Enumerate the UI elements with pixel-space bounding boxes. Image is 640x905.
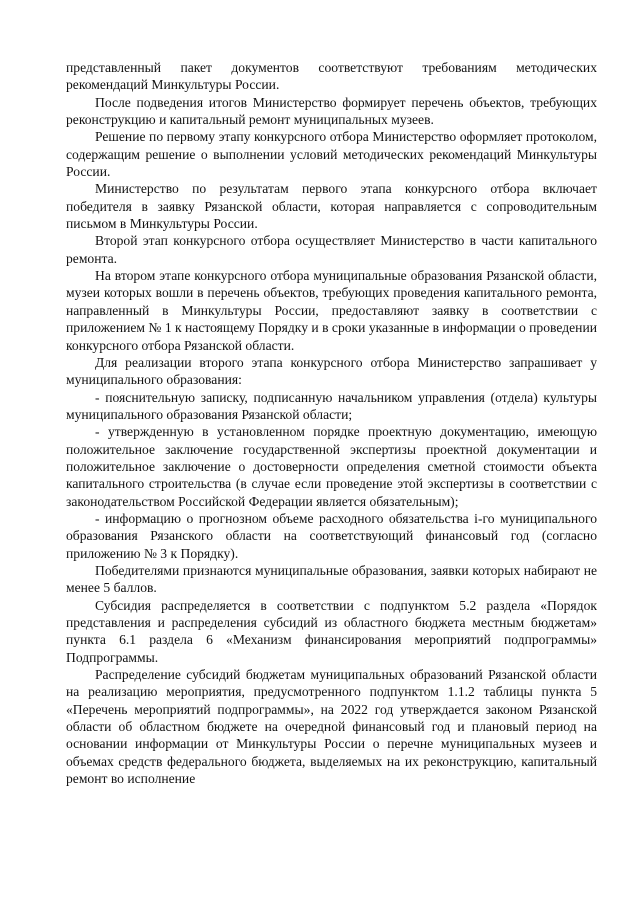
paragraph-2: После подведения итогов Министерство формирует перечень объектов, требующих реконструкцию и капитальный ремонт муниципальных музеев. — [66, 94, 597, 128]
paragraph-8: Победителями признаются муниципальные образования, заявки которых набирают не менее 5 баллов. — [66, 562, 597, 596]
paragraph-3: Решение по первому этапу конкурсного отбора Министерство оформляет протоколом, содержащим решение о выполнении условий методических рекомендаций Минкультуры России. — [66, 129, 597, 180]
list-item-1: - пояснительную записку, подписанную начальником управления (отдела) культуры муниципального образования Рязанской области; — [66, 389, 597, 422]
paragraph-10: Распределение субсидий бюджетам муниципальных образований Рязанской области на реализацию мероприятия, предусмотренного подпунктом 1.1.2 таблицы пункта 5 «Перечень мероприятий подпрограммы», на 2022 год утверждается законом Рязанской области об областном бюджете на очередной финансовый год и плановый период на основании информации от Минкультуры России о перечне муниципальных музеев и объемах средств федерального бюджета, выделяемых на их реконструкцию, капитальный ремонт во исполнение — [66, 667, 597, 787]
paragraph-9: Субсидия распределяется в соответствии с подпунктом 5.2 раздела «Порядок представления и распределения субсидий из областного бюджета местным бюджетам» пункта 6.1 раздела 6 «Механизм финансирования мероприятий подпрограммы» Подпрограммы. — [66, 597, 597, 665]
list-item-3: - информацию о прогнозном объеме расходного обязательства i-го муниципального образования Рязанского области на соответствующий финансовый год (согласно приложению № 3 к Порядку). — [66, 510, 597, 561]
list-item-2: - утвержденную в установленном порядке проектную документацию, имеющую положительное заключение государственной экспертизы проектной документации и положительное заключение о достоверности определения сметной стоимости объекта капитального строительства (в случае если проведение этой экспертизы в соответствии с законодательством Российской Федерации является обязательным); — [66, 424, 597, 509]
document-body — [66, 59, 597, 787]
paragraph-5: Второй этап конкурсного отбора осуществляет Министерство в части капитального ремонта. — [66, 233, 597, 266]
paragraph-4: Министерство по результатам первого этапа конкурсного отбора включает победителя в заявку Рязанской области, которая направляется с сопроводительным письмом в Минкультуры России. — [66, 181, 597, 232]
paragraph-6: На втором этапе конкурсного отбора муниципальные образования Рязанской области, музеи которых вошли в перечень объектов, требующих проведения капитального ремонта, направленный в Минкультуры России, предоставляют заявку в соответствии с приложением № 1 к настоящему Порядку и в сроки указанные в информации о проведении конкурсного отбора Рязанской области. — [66, 268, 597, 353]
paragraph-1: представленный пакет документов соответствуют требованиям методических рекомендаций Минкультуры России. — [66, 60, 597, 93]
paragraph-7: Для реализации второго этапа конкурсного отбора Министерство запрашивает у муниципального образования: — [66, 354, 597, 388]
